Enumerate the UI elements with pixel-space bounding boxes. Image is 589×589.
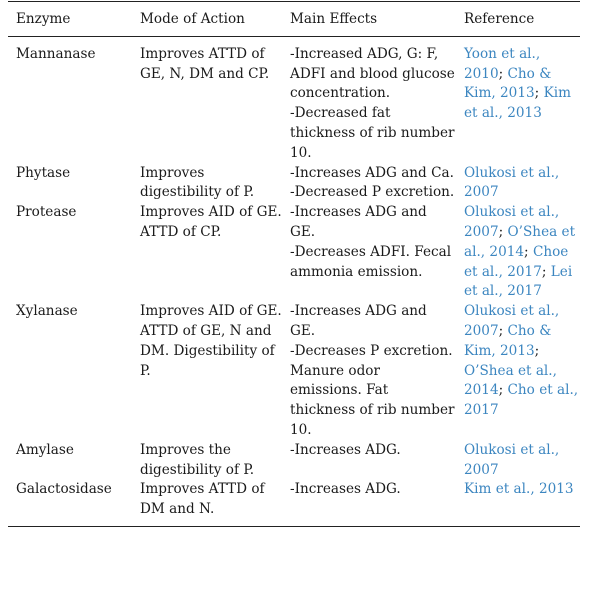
reference-link[interactable]: Olukosi et al., 2007 [464, 303, 560, 339]
main-effects [282, 203, 456, 302]
enzyme-table-container [0, 1, 589, 589]
mode-of-action: Improves ATTD of DM and N. [140, 481, 265, 518]
effect-item: -Increases ADG and GE. [290, 303, 427, 339]
references [456, 203, 580, 302]
reference-link[interactable]: Yoon et al., 2010 [464, 45, 541, 82]
reference-separator: ; [498, 382, 504, 399]
reference-link[interactable]: Kim et al., 2013 [464, 481, 574, 498]
main-effects [282, 441, 456, 481]
mode-of-action: Improves the digestibility of P. [140, 441, 255, 478]
references [456, 441, 580, 481]
enzyme-name: Phytase [16, 164, 71, 181]
effect-item: -Decreased fat thickness of rib number 10. [290, 105, 455, 161]
reference-separator: ; [498, 322, 504, 339]
references [456, 302, 580, 441]
reference-link[interactable]: O’Shea et al., 2014 [464, 223, 576, 260]
reference-link[interactable]: Cho & Kim, 2013 [464, 322, 552, 359]
effect-item: -Increased ADG, G: F, ADFI and blood glucose concentration. [290, 45, 455, 102]
main-effects [282, 480, 456, 526]
header-main-effects: Main Effects [290, 11, 378, 27]
enzyme-table [8, 1, 580, 527]
reference-link[interactable]: O’Shea et al., 2014 [464, 362, 557, 399]
reference-link[interactable]: Olukosi et al., 2007 [464, 204, 560, 240]
header-row [8, 2, 580, 37]
main-effects [282, 36, 456, 163]
effect-item: -Increases ADG. [290, 441, 401, 458]
enzyme-name: Xylanase [16, 303, 78, 320]
table-header [8, 2, 580, 37]
reference-separator: ; [498, 223, 504, 240]
effect-item: -Increases ADG and Ca. [290, 164, 454, 181]
reference-separator: ; [541, 263, 547, 280]
table-row [8, 302, 580, 441]
reference-link[interactable]: Cho et al., 2017 [464, 382, 579, 419]
reference-separator: ; [534, 342, 540, 359]
header-enzyme: Enzyme [16, 11, 71, 27]
mode-of-action: Improves digestibility of P. [140, 164, 255, 201]
enzyme-name: Mannanase [16, 45, 96, 62]
references [456, 164, 580, 204]
reference-separator: ; [524, 243, 529, 260]
effect-item: -Increases ADG and GE. [290, 204, 427, 240]
effect-item: -Decreases ADFI. Fecal ammonia emission. [290, 243, 452, 280]
reference-separator: ; [498, 65, 504, 82]
reference-link[interactable]: Cho & Kim, 2013 [464, 65, 552, 102]
main-effects [282, 302, 456, 441]
mode-of-action: Improves AID of GE. ATTD of CP. [140, 204, 282, 240]
reference-link[interactable]: Kim et al., 2013 [464, 85, 571, 122]
enzyme-name: Galactosidase [16, 481, 112, 498]
table-row [8, 164, 580, 204]
table-row [8, 441, 580, 481]
table-row [8, 480, 580, 526]
mode-of-action: Improves ATTD of GE, N, DM and CP. [140, 45, 270, 82]
effect-item: -Decreases P excretion. Manure odor emissions. Fat thickness of rib number 10. [290, 342, 455, 438]
reference-link[interactable]: Choe et al., 2017 [464, 243, 569, 280]
reference-link[interactable]: Lei et al., 2017 [464, 263, 573, 300]
table-row [8, 203, 580, 302]
enzyme-name: Protease [16, 204, 77, 221]
header-reference: Reference [464, 11, 535, 27]
effect-item: -Decreased P excretion. [290, 184, 455, 201]
header-mode-of-action: Mode of Action [140, 11, 245, 27]
reference-link[interactable]: Olukosi et al., 2007 [464, 164, 560, 201]
mode-of-action: Improves AID of GE. ATTD of GE, N and DM. Digestibility of P. [140, 303, 282, 379]
reference-link[interactable]: Olukosi et al., 2007 [464, 441, 560, 478]
table-row [8, 36, 580, 163]
effect-item: -Increases ADG. [290, 481, 401, 498]
references [456, 480, 580, 526]
table-body [8, 36, 580, 526]
reference-separator: ; [534, 85, 540, 102]
references [456, 36, 580, 163]
enzyme-name: Amylase [16, 441, 74, 458]
main-effects [282, 164, 456, 204]
